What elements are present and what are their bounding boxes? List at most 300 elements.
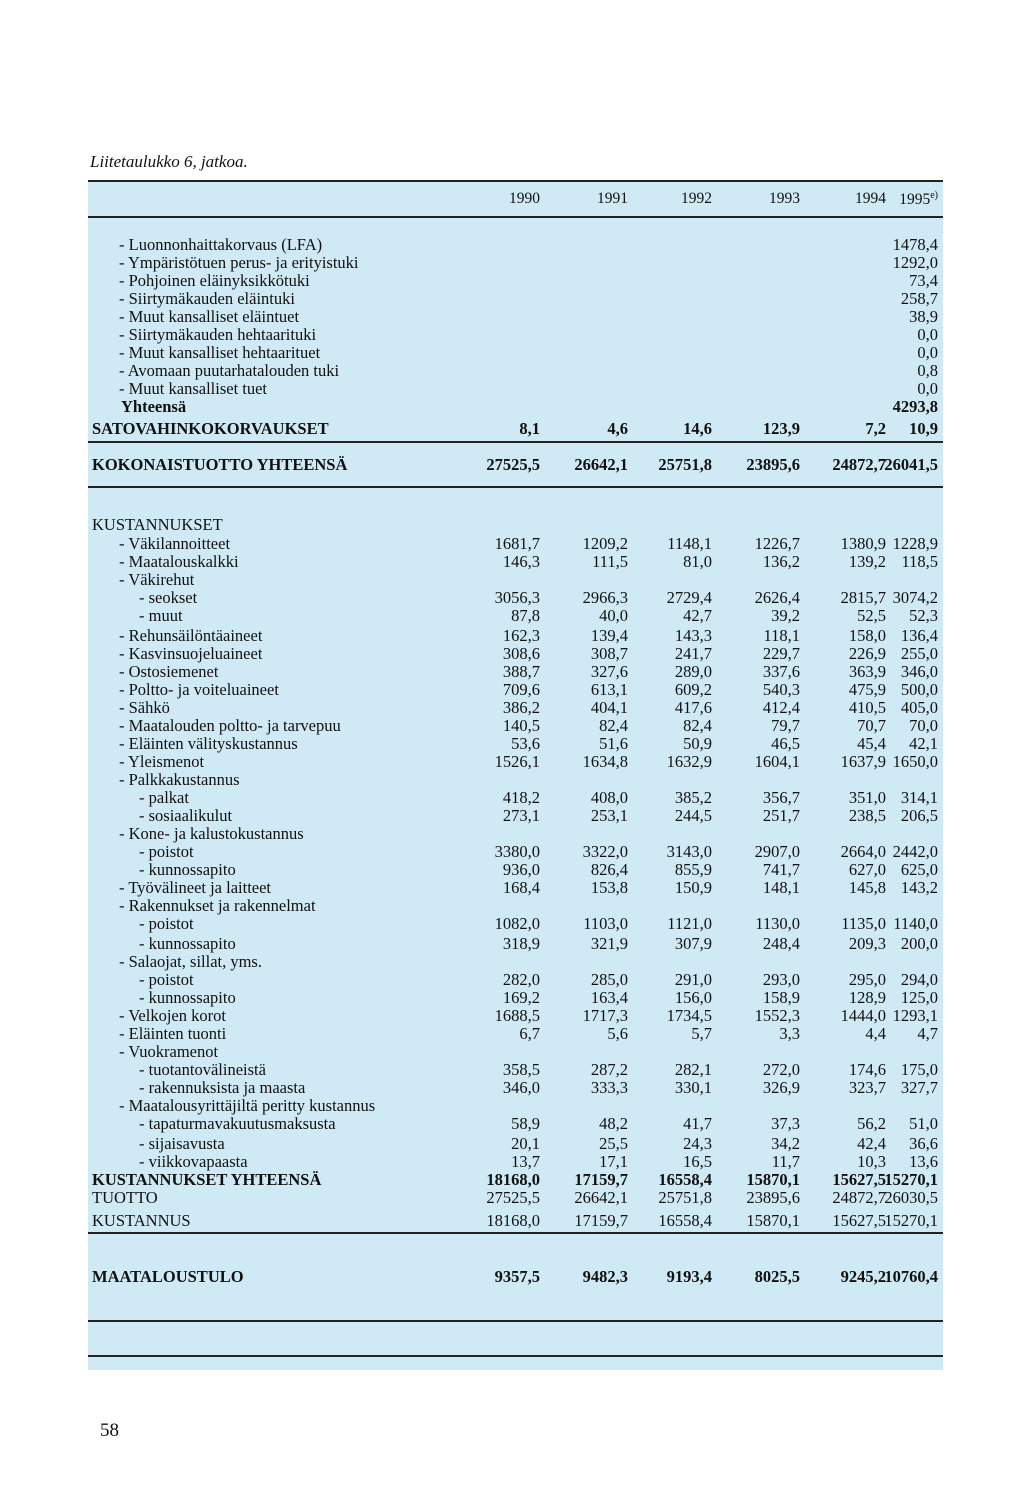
cell-value: 9193,4 [666,1267,712,1286]
table-rule [88,1232,943,1234]
cell-value: 168,4 [502,878,540,897]
cell-value: 282,1 [674,1060,712,1079]
table-row [0,771,1024,789]
cell-value: 2626,4 [754,588,800,607]
cell-value: 1681,7 [494,534,540,553]
cell-value: 0,0 [917,343,938,362]
table-row [0,308,1024,326]
year-label: 1992 [681,190,712,207]
row-label: - muut [139,606,183,625]
cell-value: 0,0 [917,325,938,344]
cell-value: 4,4 [865,1024,886,1043]
table-row [0,861,1024,879]
table-row [0,1268,1024,1286]
cell-value: 148,1 [762,878,800,897]
table-rule [88,216,943,218]
cell-value: 337,6 [762,662,800,681]
row-label: - Vuokramenot [119,1042,219,1061]
cell-value: 9482,3 [582,1267,628,1286]
cell-value: 17,1 [599,1152,628,1171]
table-row [0,915,1024,933]
cell-value: 358,5 [502,1060,540,1079]
cell-value: 15627,5 [832,1170,886,1189]
cell-value: 6,7 [519,1024,540,1043]
cell-value: 4,6 [607,419,628,438]
cell-value: 386,2 [502,698,540,717]
cell-value: 1082,0 [494,914,540,933]
table-row [0,753,1024,771]
cell-value: 333,3 [590,1078,628,1097]
table-row [0,380,1024,398]
table-rule [88,486,943,488]
row-label: - Avomaan puutarhatalouden tuki [119,361,340,380]
year-label: 1994 [855,190,886,207]
cell-value: 36,6 [909,1134,938,1153]
table-caption: Liitetaulukko 6, jatkoa. [90,152,248,171]
cell-value: 111,5 [592,552,628,571]
cell-value: 936,0 [502,860,540,879]
cell-value: 26642,1 [574,455,628,474]
cell-value: 10,9 [909,419,938,438]
table-row [0,362,1024,380]
cell-value: 79,7 [771,716,800,735]
cell-value: 140,5 [502,716,540,735]
row-label: - Rehunsäilöntäaineet [119,626,263,645]
year-header-1992 [632,190,712,208]
table-row [0,627,1024,645]
cell-value: 1293,1 [892,1006,938,1025]
cell-value: 307,9 [674,934,712,953]
cell-value: 609,2 [674,680,712,699]
table-row [0,290,1024,308]
cell-value: 50,9 [683,734,712,753]
row-label: - Rakennukset ja rakennelmat [119,896,316,915]
cell-value: 1140,0 [893,914,938,933]
cell-value: 251,7 [762,806,800,825]
cell-value: 26642,1 [574,1188,628,1207]
cell-value: 18168,0 [486,1211,540,1230]
cell-value: 273,1 [502,806,540,825]
cell-value: 156,0 [674,988,712,1007]
cell-value: 8,1 [519,419,540,438]
cell-value: 1478,4 [892,235,938,254]
cell-value: 1734,5 [666,1006,712,1025]
cell-value: 209,3 [848,934,886,953]
cell-value: 163,4 [590,988,628,1007]
row-label: SATOVAHINKOKORVAUKSET [92,419,329,438]
table-row [0,879,1024,897]
cell-value: 52,5 [857,606,886,625]
cell-value: 153,8 [590,878,628,897]
cell-value: 241,7 [674,644,712,663]
row-label: - tapaturmavakuutusmaksusta [139,1114,336,1133]
table-row [0,1212,1024,1230]
cell-value: 143,3 [674,626,712,645]
cell-value: 388,7 [502,662,540,681]
table-row [0,1025,1024,1043]
row-label: - Poltto- ja voiteluaineet [119,680,279,699]
cell-value: 143,2 [900,878,938,897]
row-label: - kunnossapito [139,934,236,953]
cell-value: 18168,0 [486,1170,540,1189]
row-label: - Siirtymäkauden hehtaarituki [119,325,317,344]
cell-value: 2815,7 [840,588,886,607]
table-row [0,272,1024,290]
cell-value: 255,0 [900,644,938,663]
row-label: Yhteensä [121,397,187,416]
cell-value: 475,9 [848,680,886,699]
year-note: e) [930,190,938,201]
cell-value: 162,3 [502,626,540,645]
row-label: - Ympäristötuen perus- ja erityistuki [119,253,359,272]
cell-value: 4293,8 [892,397,938,416]
page-number: 58 [100,1420,119,1441]
cell-value: 248,4 [762,934,800,953]
table-row [0,1043,1024,1061]
cell-value: 408,0 [590,788,628,807]
cell-value: 87,8 [511,606,540,625]
year-label: 1993 [769,190,800,207]
table-row [0,717,1024,735]
cell-value: 385,2 [674,788,712,807]
cell-value: 53,6 [511,734,540,753]
row-label: - Sähkö [119,698,170,717]
table-row [0,1171,1024,1189]
row-label: KOKONAISTUOTTO YHTEENSÄ [92,455,348,474]
cell-value: 1717,3 [582,1006,628,1025]
cell-value: 327,7 [900,1078,938,1097]
cell-value: 25,5 [599,1134,628,1153]
table-row [0,807,1024,825]
cell-value: 3074,2 [892,588,938,607]
cell-value: 56,2 [857,1114,886,1133]
cell-value: 2442,0 [892,842,938,861]
cell-value: 627,0 [848,860,886,879]
cell-value: 1634,8 [582,752,628,771]
cell-value: 1444,0 [840,1006,886,1025]
cell-value: 26041,5 [884,455,938,474]
cell-value: 1103,0 [583,914,628,933]
row-label: - sosiaalikulut [139,806,233,825]
cell-value: 17159,7 [574,1170,628,1189]
cell-value: 1292,0 [892,253,938,272]
cell-value: 1226,7 [754,534,800,553]
row-label: KUSTANNUS [92,1211,191,1230]
cell-value: 52,3 [909,606,938,625]
cell-value: 25751,8 [658,455,712,474]
cell-value: 351,0 [848,788,886,807]
cell-value: 282,0 [502,970,540,989]
cell-value: 40,0 [599,606,628,625]
cell-value: 17159,7 [574,1211,628,1230]
table-row [0,989,1024,1007]
cell-value: 0,0 [917,379,938,398]
cell-value: 3380,0 [494,842,540,861]
cell-value: 410,5 [848,698,886,717]
cell-value: 82,4 [683,716,712,735]
table-row [0,1189,1024,1207]
cell-value: 321,9 [590,934,628,953]
table-row [0,607,1024,625]
row-label: - Muut kansalliset eläintuet [119,307,300,326]
table-row [0,236,1024,254]
cell-value: 42,4 [857,1134,886,1153]
cell-value: 346,0 [502,1078,540,1097]
cell-value: 45,4 [857,734,886,753]
cell-value: 2907,0 [754,842,800,861]
cell-value: 37,3 [771,1114,800,1133]
cell-value: 709,6 [502,680,540,699]
cell-value: 412,4 [762,698,800,717]
table-rule [88,180,943,182]
cell-value: 125,0 [900,988,938,1007]
cell-value: 2664,0 [840,842,886,861]
cell-value: 174,6 [848,1060,886,1079]
cell-value: 327,6 [590,662,628,681]
row-label: - Väkilannoitteet [119,534,231,553]
cell-value: 73,4 [909,271,938,290]
cell-value: 287,2 [590,1060,628,1079]
cell-value: 38,9 [909,307,938,326]
cell-value: 1380,9 [840,534,886,553]
row-label: - Väkirehut [119,570,195,589]
cell-value: 118,1 [763,626,800,645]
cell-value: 145,8 [848,878,886,897]
cell-value: 4,7 [917,1024,938,1043]
cell-value: 272,0 [762,1060,800,1079]
cell-value: 15870,1 [746,1211,800,1230]
cell-value: 253,1 [590,806,628,825]
cell-value: 24872,7 [832,455,886,474]
cell-value: 2966,3 [582,588,628,607]
row-label: - Maatalouskalkki [119,552,239,571]
cell-value: 5,7 [691,1024,712,1043]
cell-value: 15270,1 [884,1211,938,1230]
cell-value: 25751,8 [658,1188,712,1207]
table-row [0,1135,1024,1153]
cell-value: 23895,6 [746,455,800,474]
cell-value: 139,2 [848,552,886,571]
table-row [0,681,1024,699]
cell-value: 9357,5 [494,1267,540,1286]
year-label: 1990 [509,190,540,207]
table-row [0,699,1024,717]
row-label: - Siirtymäkauden eläintuki [119,289,295,308]
row-label: - poistot [139,914,194,933]
cell-value: 363,9 [848,662,886,681]
cell-value: 258,7 [900,289,938,308]
year-header-1990 [460,190,540,208]
cell-value: 206,5 [900,806,938,825]
row-label: - palkat [139,788,189,807]
row-label: - Salaojat, sillat, yms. [119,952,262,971]
table-row [0,645,1024,663]
cell-value: 13,7 [511,1152,540,1171]
cell-value: 291,0 [674,970,712,989]
cell-value: 42,7 [683,606,712,625]
table-row [0,456,1024,474]
cell-value: 613,1 [590,680,628,699]
year-label: 1991 [597,190,628,207]
cell-value: 128,9 [848,988,886,1007]
cell-value: 855,9 [674,860,712,879]
cell-value: 289,0 [674,662,712,681]
cell-value: 238,5 [848,806,886,825]
row-label: - kunnossapito [139,988,236,1007]
cell-value: 200,0 [900,934,938,953]
cell-value: 15870,1 [746,1170,800,1189]
cell-value: 158,0 [848,626,886,645]
table-row [0,789,1024,807]
cell-value: 158,9 [762,988,800,1007]
table-row [0,553,1024,571]
cell-value: 285,0 [590,970,628,989]
cell-value: 20,1 [511,1134,540,1153]
cell-value: 3322,0 [582,842,628,861]
table-row [0,1153,1024,1171]
cell-value: 244,5 [674,806,712,825]
cell-value: 24,3 [683,1134,712,1153]
cell-value: 1552,3 [754,1006,800,1025]
cell-value: 2729,4 [666,588,712,607]
cell-value: 169,2 [502,988,540,1007]
cell-value: 1526,1 [494,752,540,771]
cell-value: 16558,4 [658,1211,712,1230]
cell-value: 9245,2 [840,1267,886,1286]
cell-value: 15627,5 [832,1211,886,1230]
row-label: - Työvälineet ja laitteet [119,878,272,897]
cell-value: 123,9 [762,419,800,438]
table-row [0,571,1024,589]
table-row [0,1079,1024,1097]
cell-value: 3056,3 [494,588,540,607]
cell-value: 741,7 [762,860,800,879]
table-row [0,663,1024,681]
row-label: - Pohjoinen eläinyksikkötuki [119,271,310,290]
cell-value: 146,3 [502,552,540,571]
cell-value: 10,3 [857,1152,886,1171]
row-label: - Muut kansalliset hehtaarituet [119,343,321,362]
cell-value: 1228,9 [892,534,938,553]
cell-value: 51,6 [599,734,628,753]
row-label: - rakennuksista ja maasta [139,1078,306,1097]
cell-value: 405,0 [900,698,938,717]
table-rule [88,1355,943,1357]
cell-value: 136,4 [900,626,938,645]
table-row [0,735,1024,753]
row-label: - viikkovapaasta [139,1152,248,1171]
cell-value: 39,2 [771,606,800,625]
cell-value: 70,0 [909,716,938,735]
cell-value: 540,3 [762,680,800,699]
row-label: - Muut kansalliset tuet [119,379,268,398]
row-label: - Maatalousyrittäjiltä peritty kustannus [119,1096,376,1115]
cell-value: 330,1 [674,1078,712,1097]
cell-value: 23895,6 [746,1188,800,1207]
row-label: - Ostosiemenet [119,662,219,681]
cell-value: 41,7 [683,1114,712,1133]
row-label: - poistot [139,842,194,861]
table-row [0,1061,1024,1079]
cell-value: 293,0 [762,970,800,989]
table-row [0,1007,1024,1025]
table-rule [88,1320,943,1322]
cell-value: 1604,1 [754,752,800,771]
cell-value: 318,9 [502,934,540,953]
cell-value: 15270,1 [884,1170,938,1189]
cell-value: 1121,0 [667,914,712,933]
row-label: - poistot [139,970,194,989]
cell-value: 1130,0 [755,914,800,933]
cell-value: 48,2 [599,1114,628,1133]
cell-value: 418,2 [502,788,540,807]
cell-value: 70,7 [857,716,886,735]
cell-value: 500,0 [900,680,938,699]
row-label: - tuotantovälineistä [139,1060,266,1079]
cell-value: 1650,0 [892,752,938,771]
table-row [0,254,1024,272]
cell-value: 11,7 [771,1152,800,1171]
cell-value: 118,5 [901,552,938,571]
table-row [0,971,1024,989]
cell-value: 1209,2 [582,534,628,553]
cell-value: 229,7 [762,644,800,663]
row-label: KUSTANNUKSET [92,515,223,534]
table-row [0,897,1024,915]
year-header-1993 [720,190,800,208]
cell-value: 13,6 [909,1152,938,1171]
cell-value: 16558,4 [658,1170,712,1189]
cell-value: 417,6 [674,698,712,717]
cell-value: 3143,0 [666,842,712,861]
row-label: - Eläinten tuonti [119,1024,227,1043]
cell-value: 314,1 [900,788,938,807]
cell-value: 1688,5 [494,1006,540,1025]
table-row [0,1115,1024,1133]
row-label: - Velkojen korot [119,1006,226,1025]
table-row [0,935,1024,953]
cell-value: 81,0 [683,552,712,571]
cell-value: 226,9 [848,644,886,663]
year-header-1995 [858,190,938,209]
cell-value: 346,0 [900,662,938,681]
cell-value: 139,4 [590,626,628,645]
row-label: - Eläinten välityskustannus [119,734,298,753]
table-row [0,398,1024,416]
cell-value: 323,7 [848,1078,886,1097]
row-label: - seokset [139,588,198,607]
cell-value: 58,9 [511,1114,540,1133]
cell-value: 5,6 [607,1024,628,1043]
row-label: - Yleismenot [119,752,205,771]
cell-value: 51,0 [909,1114,938,1133]
cell-value: 136,2 [762,552,800,571]
cell-value: 1135,0 [841,914,886,933]
cell-value: 308,7 [590,644,628,663]
cell-value: 34,2 [771,1134,800,1153]
cell-value: 27525,5 [486,1188,540,1207]
row-label: TUOTTO [92,1188,158,1207]
year-header-1991 [548,190,628,208]
row-label: - Kasvinsuojeluaineet [119,644,263,663]
cell-value: 0,8 [917,361,938,380]
cell-value: 26030,5 [884,1188,938,1207]
cell-value: 10760,4 [884,1267,938,1286]
cell-value: 356,7 [762,788,800,807]
row-label: MAATALOUSTULO [92,1267,244,1286]
row-label: KUSTANNUKSET YHTEENSÄ [92,1170,322,1189]
table-row [0,535,1024,553]
